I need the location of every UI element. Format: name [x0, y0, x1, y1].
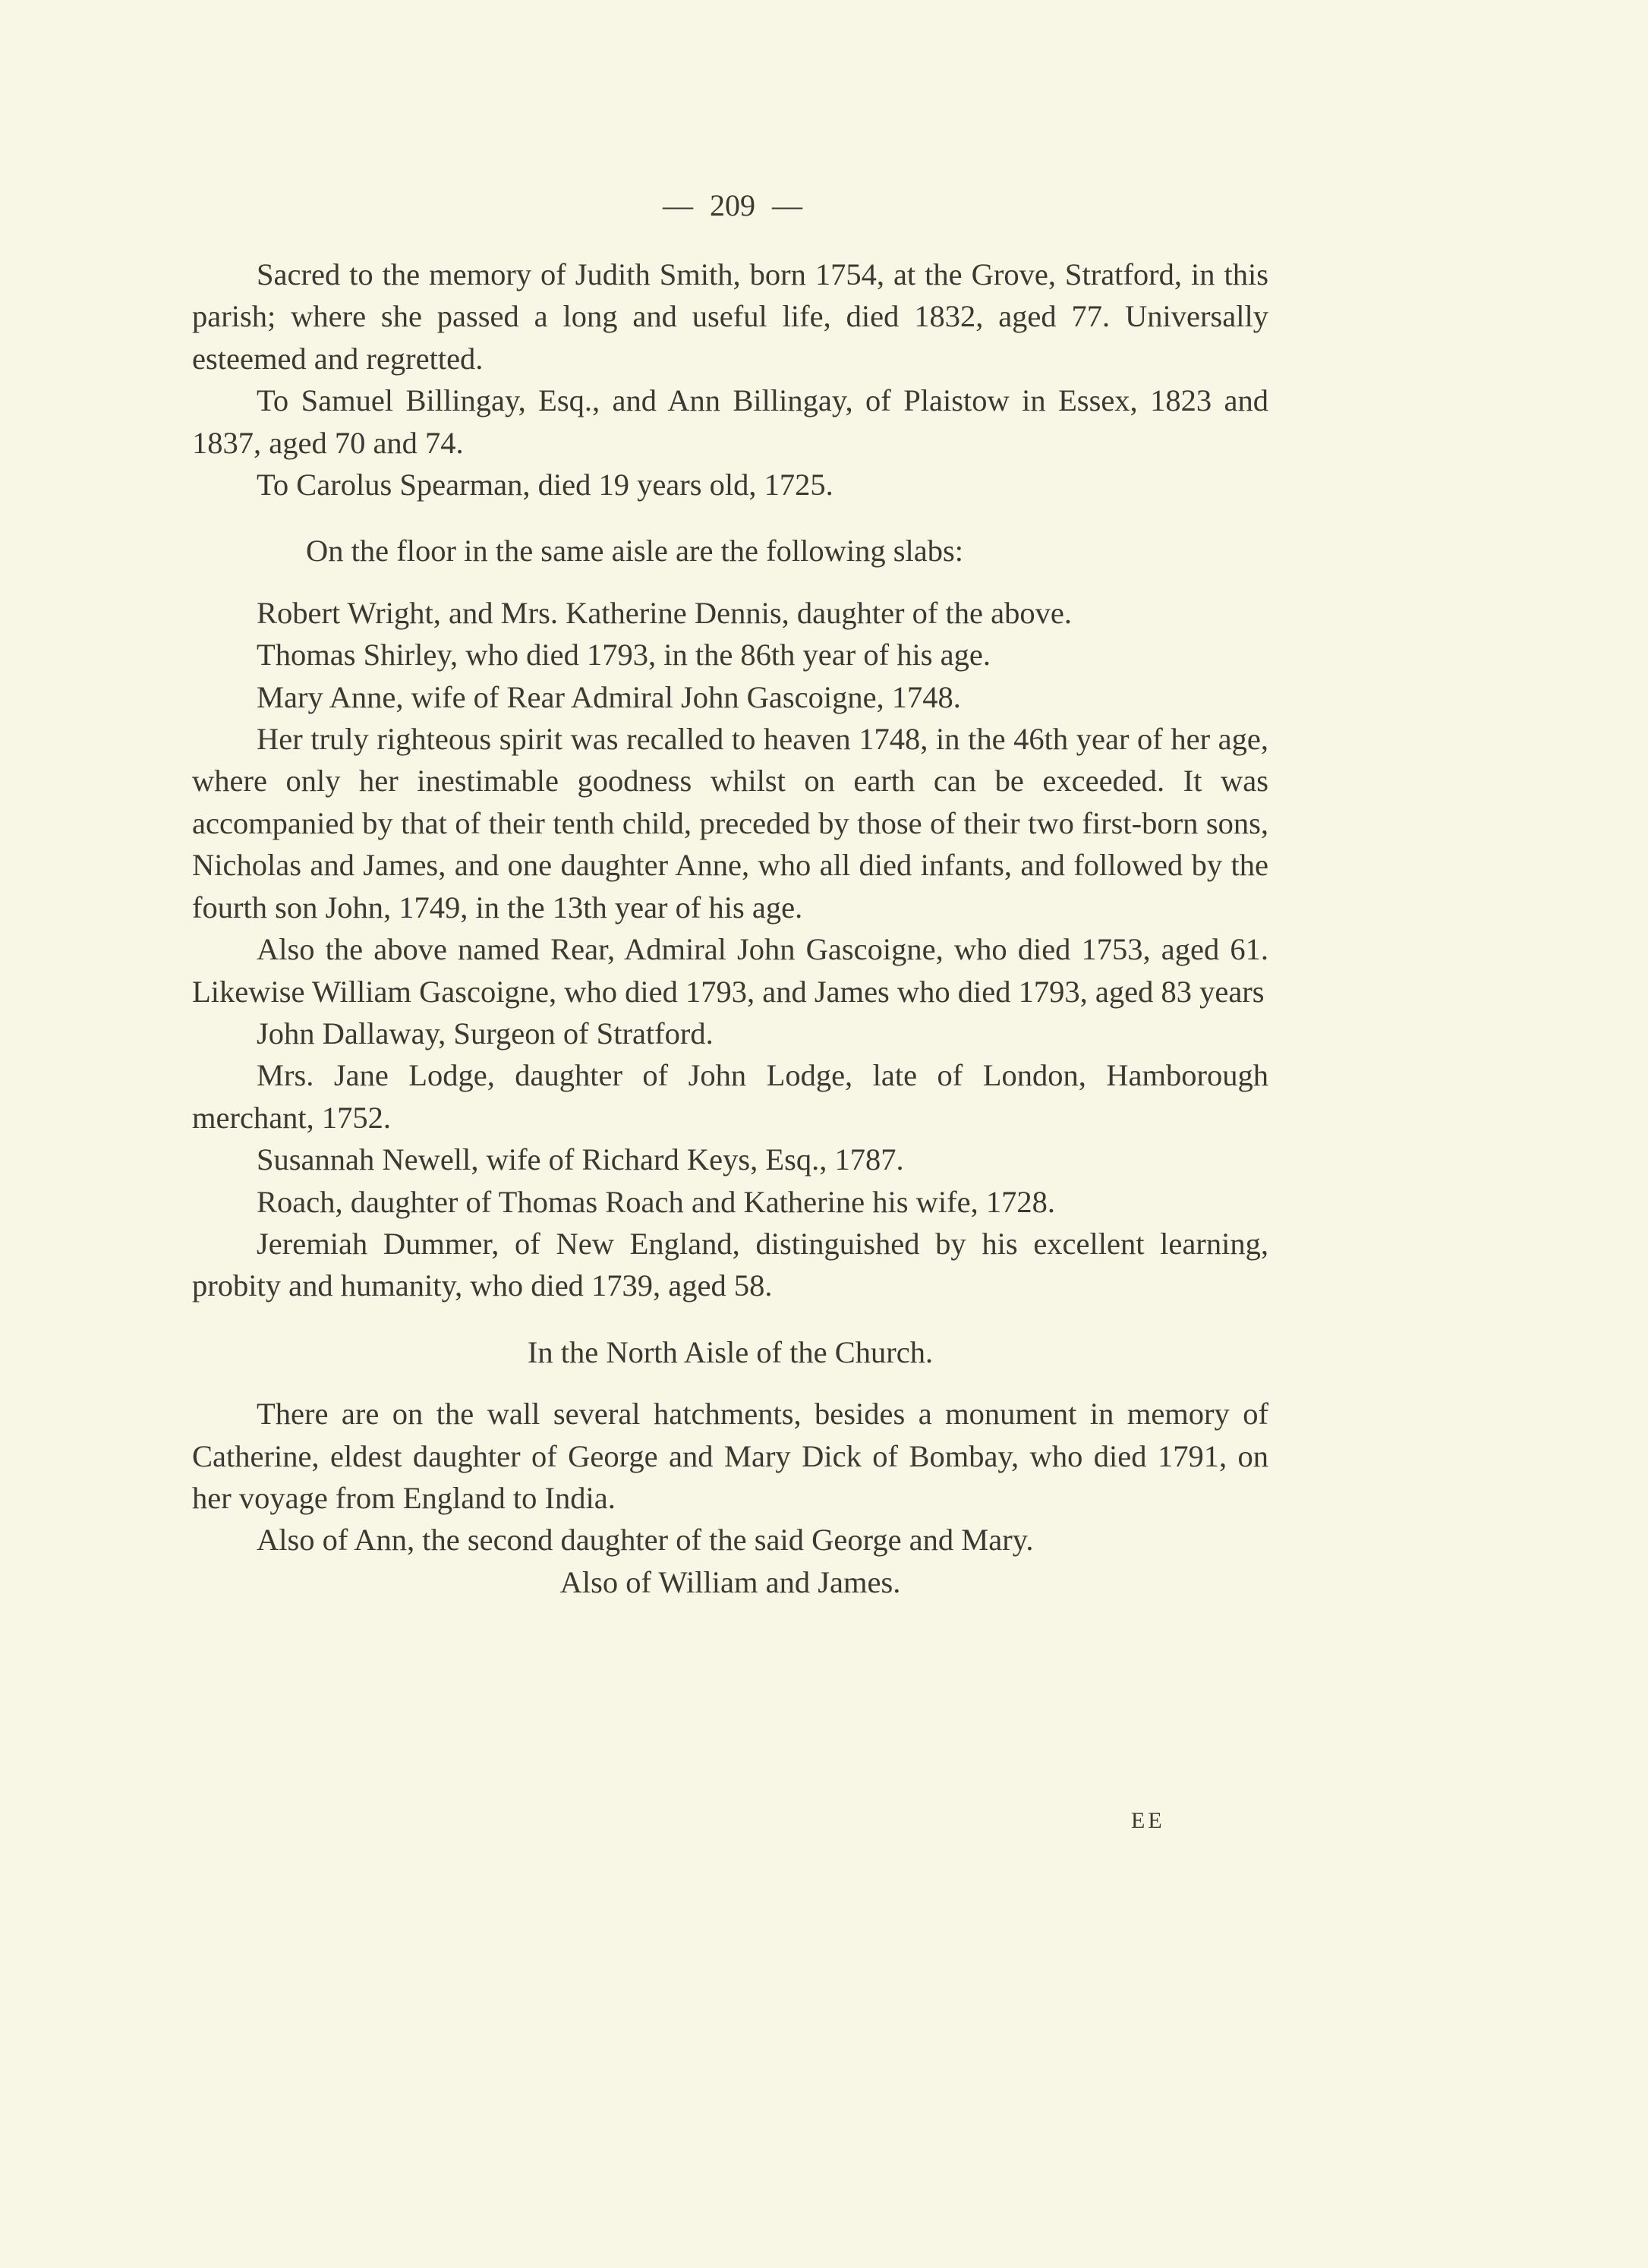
paragraph-billingay: To Samuel Billingay, Esq., and Ann Billingay, of Plaistow in Essex, 1823 and 1837, aged 70 and 74.: [192, 383, 1268, 460]
paragraph-mary-anne: Mary Anne, wife of Rear Admiral John Gascoigne, 1748.: [257, 679, 961, 714]
paragraph-susannah-newell: Susannah Newell, wife of Richard Keys, Esq., 1787.: [257, 1142, 904, 1177]
page-body: [192, 254, 1268, 1603]
section-heading-floor-slabs: On the floor in the same aisle are the following slabs:: [306, 534, 964, 569]
paragraph-robert-wright: Robert Wright, and Mrs. Katherine Dennis, daughter of the above.: [257, 595, 1072, 630]
section-heading-north-aisle: In the North Aisle of the Church.: [527, 1334, 934, 1369]
paragraph-dummer: Jeremiah Dummer, of New England, distinguished by his excellent learning, probity and humanity, who died 1739, aged 58.: [192, 1226, 1268, 1303]
signature-mark: EE: [1131, 1808, 1165, 1833]
paragraph-dallaway: John Dallaway, Surgeon of Stratford.: [257, 1016, 714, 1051]
paragraph-righteous-spirit: Her truly righteous spirit was recalled to heaven 1748, in the 46th year of her age, where only her inestimable goodness whilst on earth can be exceeded. It was accompanied by that of their tenth child, preceded by those of their two first-born sons, Nicholas and James, and one daughter Anne, who all died infants, and followed by the fourth son John, 1749, in the 13th year of his age.: [192, 722, 1268, 925]
paragraph-roach: Roach, daughter of Thomas Roach and Katherine his wife, 1728.: [257, 1184, 1055, 1219]
paragraph-ann: Also of Ann, the second daughter of the said George and Mary.: [257, 1523, 1034, 1558]
paragraph-admiral-gascoigne: Also the above named Rear, Admiral John Gascoigne, who died 1753, aged 61. Likewise William Gascoigne, who died 1793, and James who died 1793, aged 83 years: [192, 932, 1268, 1009]
paragraph-thomas-shirley: Thomas Shirley, who died 1793, in the 86th year of his age.: [257, 638, 991, 673]
paragraph-hatchments: There are on the wall several hatchments, besides a monument in memory of Catherine, eldest daughter of George and Mary Dick of Bombay, who died 1791, on her voyage from England to India.: [192, 1397, 1268, 1515]
paragraph-jane-lodge: Mrs. Jane Lodge, daughter of John Lodge, late of London, Hamborough merchant, 1752.: [192, 1058, 1268, 1135]
paragraph-judith-smith: Sacred to the memory of Judith Smith, born 1754, at the Grove, Stratford, in this parish; where she passed a long and useful life, died 1832, aged 77. Universally esteemed and regretted.: [192, 257, 1268, 376]
paragraph-william-james: Also of William and James.: [559, 1564, 901, 1599]
page-number: — 209 —: [663, 188, 802, 222]
paragraph-spearman: To Carolus Spearman, died 19 years old, 1725.: [257, 468, 833, 502]
